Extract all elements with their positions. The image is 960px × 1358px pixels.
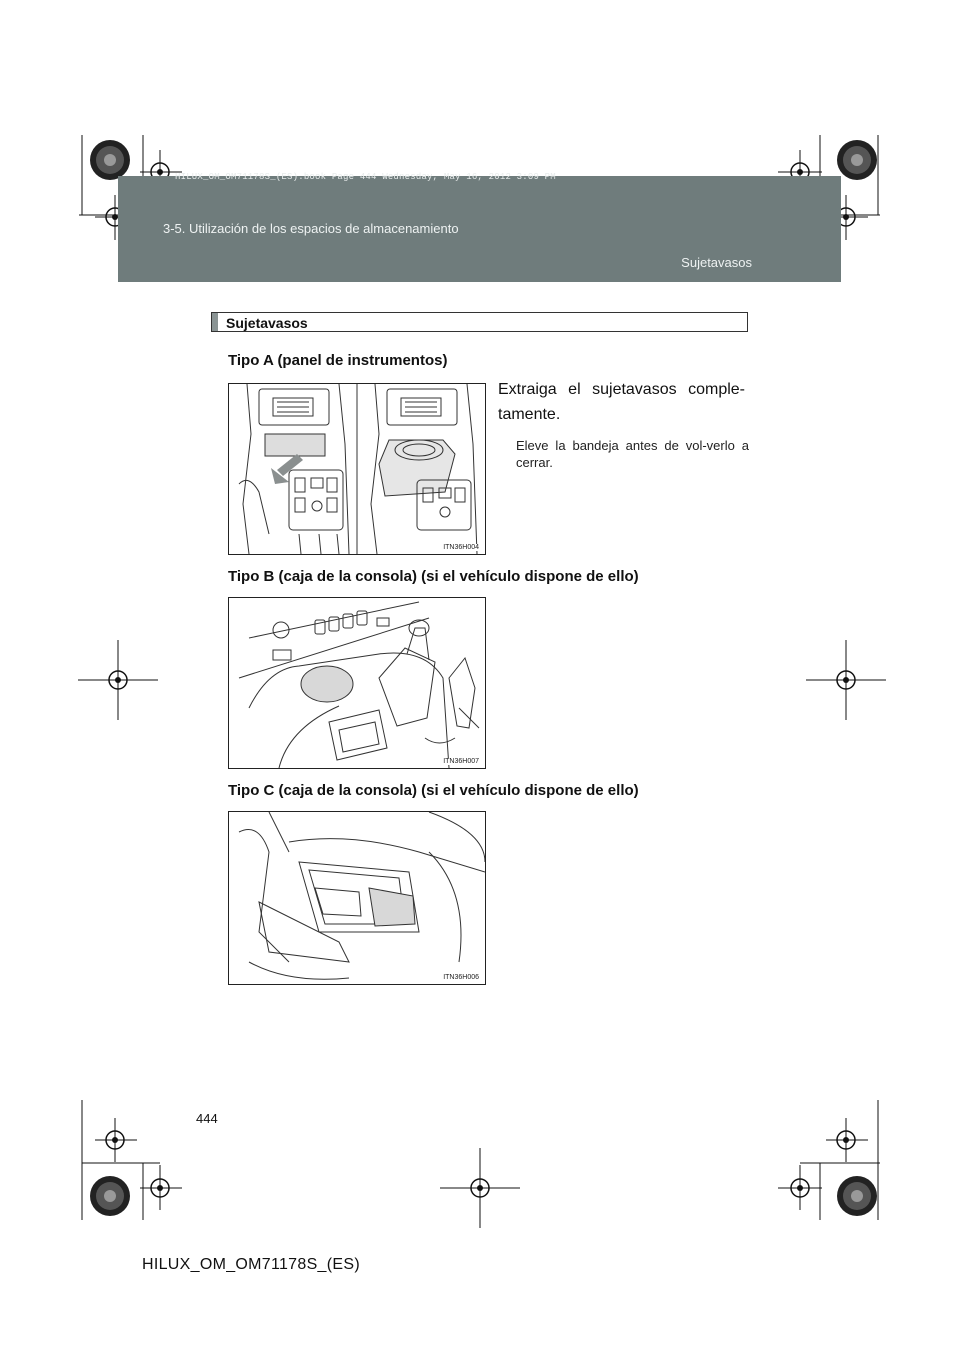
page-number: 444 [196, 1111, 218, 1126]
type-a-instruction: Extraiga el sujetavasos comple-tamente. [498, 381, 745, 423]
figure-type-a [228, 383, 486, 555]
print-info: HILUX_OM_OM71178S_(ES).book Page 444 Wednesday, May 16, 2012 3:09 PM [175, 172, 556, 182]
figure-code: ITN36H007 [443, 758, 479, 765]
section-title: 3-5. Utilización de los espacios de almacenamiento [163, 221, 459, 236]
topic-title: Sujetavasos [226, 315, 308, 331]
subsection-title: Sujetavasos [681, 255, 752, 270]
rear-console-cup-holder-illustration [229, 812, 485, 984]
type-a-heading: Tipo A (panel de instrumentos) [228, 352, 448, 369]
figure-type-b [228, 597, 486, 769]
type-a-note: Eleve la bandeja antes de vol-verlo a cerrar. [516, 438, 749, 470]
type-b-heading: Tipo B (caja de la consola) (si el vehículo dispone de ello) [228, 568, 639, 585]
topic-bar [211, 312, 748, 332]
figure-code: ITN36H004 [443, 544, 479, 551]
console-cup-holder-illustration [229, 598, 485, 768]
type-c-heading: Tipo C (caja de la consola) (si el vehículo dispone de ello) [228, 782, 639, 799]
footer-code: HILUX_OM_OM71178S_(ES) [142, 1256, 360, 1273]
cup-holder-dash-illustration [229, 384, 485, 554]
figure-code: ITN36H006 [443, 974, 479, 981]
figure-type-c [228, 811, 486, 985]
topic-marker [212, 313, 218, 331]
